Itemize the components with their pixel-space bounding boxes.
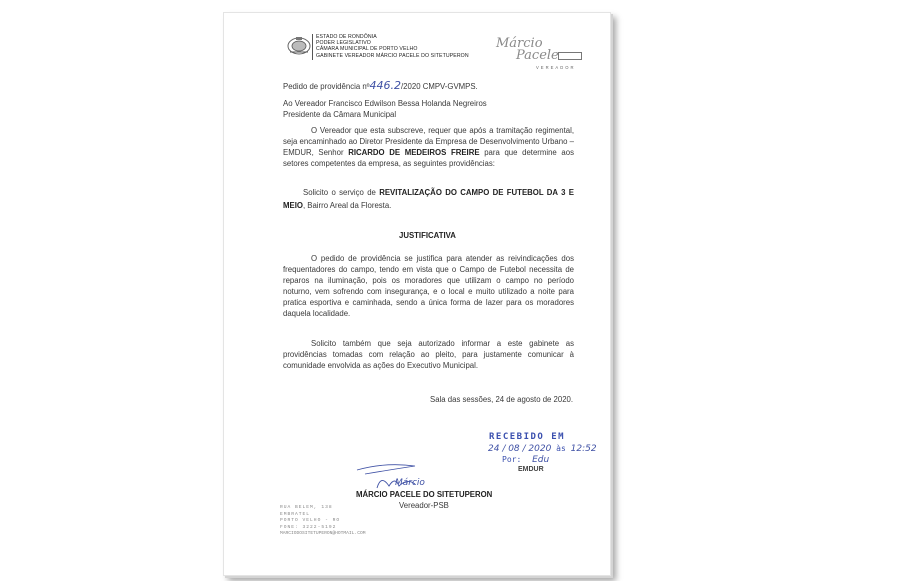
solicit-location: , Bairro Areal da Floresta. [302,201,392,210]
stamp-por-label: Por: [502,455,522,464]
service-title: REVITALIZAÇÃO DO CAMPO DE FUTEBOL DA 3 E MEIO [283,188,574,210]
justification-paragraph-2: Solicito também que seja autorizado informar a este gabinete as providências tomadas com relação ao pleito, para justamente comunicar à comunidade envolvida as ações do Executivo Municipal. [283,339,574,370]
solicit-text: Solicito o serviço de [303,188,380,197]
logo-line1: Márcio [496,36,543,51]
footer-line: PORTO VELHO - RO [280,518,341,523]
footer-line: MARCIODOSITETUPERON@HOTMAIL.COM [280,531,366,536]
footer-line: FONE: 3222-5192 [280,524,337,530]
letterhead [316,34,469,59]
request-suffix: /2020 CMPV-GVMPS. [401,82,478,91]
coat-of-arms-icon [287,34,311,58]
footer-line: RUA BELEM, 138 [280,505,333,510]
signatory-name: MÁRCIO PACELE DO SITETUPERON [356,490,493,499]
signatory-title: Vereador-PSB [399,501,449,510]
justification-title: JUSTIFICATIVA [399,231,456,240]
stamp-org: EMDUR [518,466,544,473]
letterhead-line: GABINETE VEREADOR MÁRCIO PACELE DO SITETUPERON [316,52,469,59]
footer-address [280,505,365,538]
letterhead-line: ESTADO DE RONDÔNIA [316,34,377,40]
received-stamp-datetime [488,444,597,454]
addressee-line1: Ao Vereador Francisco Edwilson Bessa Holanda Negreiros [283,99,487,108]
addressee-line2: Presidente da Câmara Municipal [283,110,397,119]
request-number-line [283,80,478,92]
signatory-signature: Márcio [395,478,425,488]
logo-line2: Pacele [516,48,559,63]
logo-subtitle: VEREADOR [536,65,576,70]
director-name: RICARDO DE MEDEIROS FREIRE [348,148,480,157]
received-stamp-title: RECEBIDO EM [489,432,566,442]
intro-text-end: para que determine aos setores competentes da empresa, as seguintes providências: [283,148,574,168]
letterhead-line: CÂMARA MUNICIPAL DE PORTO VELHO [316,46,418,53]
intro-paragraph [283,125,574,169]
request-number-handwritten: 446.2 [369,79,402,92]
footer-line: EMBRATEL [280,511,311,517]
stamp-date: 24 / 08 / 2020 [488,444,552,454]
request-prefix: Pedido de providência nº [283,82,370,91]
addressee [283,98,487,120]
vereador-logo [496,38,576,74]
justification-paragraph-1: O pedido de providência se justifica para atender as reivindicações dos frequentadores do campo, tendo em vista que o Campo de Futebol necessita de reparos na iluminação, pois os moradores que utilizam o campo no período noturno, vem sofrendo com insegurança, e o local e muito utilizado a noite para pratica esportiva e caminhada, sendo a única forma de lazer para os moradores daquela localidade. [283,254,574,318]
received-stamp-por [502,455,549,465]
stamp-signature: Edu [532,455,550,465]
intro-text: O Vereador que esta subscreve, requer que após a tramitação regimental, seja encaminhado ao Diretor Presidente da Empresa de Desenvolvimento Urbano – EMDUR, Senhor [283,126,574,157]
session-date: Sala das sessões, 24 de agosto de 2020. [430,395,574,404]
logo-badge-icon [558,52,582,60]
stamp-time: 12:52 [570,444,597,454]
solicit-paragraph [283,186,574,212]
stamp-at: às [556,444,566,453]
letterhead-line: PODER LEGISLATIVO [316,40,371,47]
